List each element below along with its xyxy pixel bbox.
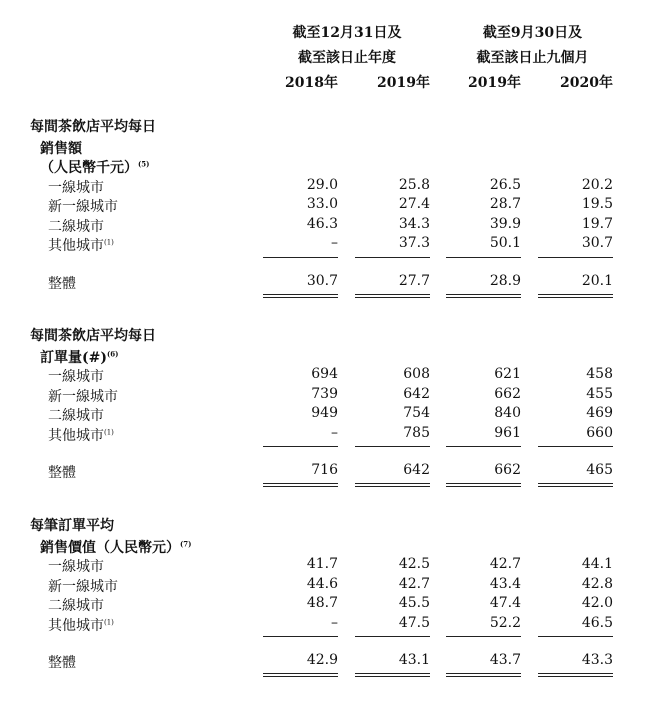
section-title-line: 銷售額 — [40, 140, 82, 157]
cell-value: 25.8 — [398, 176, 430, 193]
total-value: 42.9 — [306, 652, 338, 668]
footnote-marker: (6) — [106, 348, 119, 358]
total-value: 20.1 — [581, 272, 613, 289]
cell-value: 28.7 — [489, 196, 521, 212]
cell-value: – — [331, 235, 338, 251]
subtotal-rule — [538, 446, 613, 447]
cell-value: 42.5 — [398, 556, 430, 572]
cell-value: 41.7 — [306, 556, 338, 572]
row-label: 其他城市$^{(1)}$ — [48, 617, 114, 634]
section-title-line: 訂單量(#)$^{(6)}$ — [40, 348, 119, 366]
cell-value: 662 — [494, 385, 521, 402]
total-double-rule — [446, 486, 521, 487]
cell-value: 19.7 — [581, 215, 613, 232]
cell-value: 458 — [586, 366, 613, 382]
cell-value: 20.2 — [581, 176, 613, 193]
cell-value: 46.3 — [306, 215, 338, 232]
row-label: 新一線城市 — [48, 388, 118, 405]
total-double-rule — [355, 676, 430, 677]
cell-value: 42.7 — [489, 556, 521, 572]
year-header-2019b: 2019年 — [468, 75, 521, 91]
footnote-marker: (5) — [138, 159, 150, 169]
total-double-rule — [446, 676, 521, 677]
subtotal-rule — [446, 257, 521, 258]
subtotal-rule — [263, 257, 338, 258]
cell-value: 949 — [311, 405, 338, 421]
total-value: 43.3 — [581, 652, 613, 668]
row-label: 一線城市 — [48, 369, 104, 385]
footnote-marker: (1) — [104, 617, 114, 626]
total-value: 716 — [311, 462, 338, 478]
total-value: 43.1 — [398, 652, 430, 668]
total-double-rule — [538, 294, 613, 295]
row-label: 一線城市 — [48, 559, 104, 575]
cell-value: 48.7 — [306, 595, 338, 611]
total-value: 662 — [494, 462, 521, 478]
total-value: 43.7 — [489, 652, 521, 668]
total-double-rule — [355, 483, 430, 484]
total-double-rule — [446, 673, 521, 674]
total-double-rule — [355, 486, 430, 487]
cell-value: 29.0 — [306, 176, 338, 193]
year-header-2020: 2020年 — [560, 75, 613, 91]
cell-value: – — [331, 424, 338, 441]
cell-value: 42.7 — [398, 575, 430, 592]
total-double-rule — [446, 483, 521, 484]
cell-value: 754 — [403, 405, 430, 421]
cell-value: 46.5 — [581, 614, 613, 631]
total-double-rule — [263, 486, 338, 487]
total-double-rule — [355, 297, 430, 298]
row-label: 其他城市$^{(1)}$ — [48, 427, 114, 444]
cell-value: 33.0 — [306, 196, 338, 212]
cell-value: 739 — [311, 385, 338, 402]
cell-value: 26.5 — [489, 176, 521, 193]
section-title-line: 每間茶飲店平均每日 — [30, 119, 156, 135]
total-value: 642 — [403, 462, 430, 478]
row-label: 新一線城市 — [48, 199, 118, 215]
total-label: 整體 — [48, 465, 76, 481]
cell-value: 47.5 — [398, 614, 430, 631]
row-label: 其他城市$^{(1)}$ — [48, 238, 114, 254]
subtotal-rule — [446, 446, 521, 447]
total-double-rule — [538, 673, 613, 674]
cell-value: 660 — [586, 424, 613, 441]
subtotal-rule — [263, 446, 338, 447]
cell-value: 621 — [494, 366, 521, 382]
subtotal-rule — [355, 257, 430, 258]
cell-value: 30.7 — [581, 235, 613, 251]
subtotal-rule — [355, 446, 430, 447]
cell-value: 34.3 — [398, 215, 430, 232]
row-label: 新一線城市 — [48, 578, 118, 595]
total-double-rule — [538, 676, 613, 677]
total-double-rule — [538, 483, 613, 484]
total-double-rule — [263, 297, 338, 298]
subtotal-rule — [263, 636, 338, 637]
total-label: 整體 — [48, 275, 76, 292]
cell-value: 694 — [311, 366, 338, 382]
footnote-marker: (1) — [104, 427, 114, 436]
total-double-rule — [538, 297, 613, 298]
cell-value: 455 — [586, 385, 613, 402]
subtotal-rule — [538, 257, 613, 258]
header-group2-line2: 截至該日止九個月 — [476, 50, 589, 66]
cell-value: 27.4 — [398, 196, 430, 212]
total-double-rule — [263, 294, 338, 295]
cell-value: 961 — [494, 424, 521, 441]
section-title-line: （人民幣千元）$^{(5)}$ — [40, 159, 150, 176]
cell-value: 44.1 — [581, 556, 613, 572]
year-header-2019a: 2019年 — [377, 75, 430, 91]
cell-value: 50.1 — [489, 235, 521, 251]
year-header-2018: 2018年 — [285, 75, 338, 91]
total-value: 465 — [586, 462, 613, 478]
row-label: 一線城市 — [48, 179, 104, 196]
cell-value: 44.6 — [306, 575, 338, 592]
row-label: 二線城市 — [48, 408, 104, 424]
cell-value: 39.9 — [489, 215, 521, 232]
total-double-rule — [263, 673, 338, 674]
cell-value: 37.3 — [398, 235, 430, 251]
cell-value: 840 — [494, 405, 521, 421]
total-value: 27.7 — [398, 272, 430, 289]
total-double-rule — [263, 483, 338, 484]
total-double-rule — [446, 294, 521, 295]
cell-value: 642 — [403, 385, 430, 402]
total-double-rule — [355, 294, 430, 295]
total-double-rule — [538, 486, 613, 487]
section-title-line: 銷售價值（人民幣元）$^{(7)}$ — [40, 538, 192, 556]
cell-value: 785 — [403, 424, 430, 441]
row-label: 二線城市 — [48, 598, 104, 614]
header-group2-line1: 截至9月30日及 — [482, 25, 583, 41]
subtotal-rule — [538, 636, 613, 637]
footnote-marker: (1) — [104, 238, 114, 247]
subtotal-rule — [446, 636, 521, 637]
cell-value: 42.0 — [581, 595, 613, 611]
cell-value: 608 — [403, 366, 430, 382]
cell-value: 45.5 — [398, 595, 430, 611]
total-value: 30.7 — [306, 272, 338, 289]
cell-value: 47.4 — [489, 595, 521, 611]
subtotal-rule — [355, 636, 430, 637]
footnote-marker: (7) — [180, 538, 192, 548]
section-title-line: 每筆訂單平均 — [30, 518, 114, 534]
total-label: 整體 — [48, 655, 76, 671]
section-title-line: 每間茶飲店平均每日 — [30, 328, 156, 344]
total-double-rule — [263, 676, 338, 677]
total-value: 28.9 — [489, 272, 521, 289]
total-double-rule — [355, 673, 430, 674]
header-group1-line2: 截至該日止年度 — [298, 50, 396, 66]
header-group1-line1: 截至12月31日及 — [292, 25, 402, 41]
total-double-rule — [446, 297, 521, 298]
row-label: 二線城市 — [48, 218, 104, 235]
cell-value: 19.5 — [581, 196, 613, 212]
cell-value: 42.8 — [581, 575, 613, 592]
cell-value: 52.2 — [489, 614, 521, 631]
cell-value: 43.4 — [489, 575, 521, 592]
cell-value: 469 — [586, 405, 613, 421]
cell-value: – — [331, 614, 338, 631]
